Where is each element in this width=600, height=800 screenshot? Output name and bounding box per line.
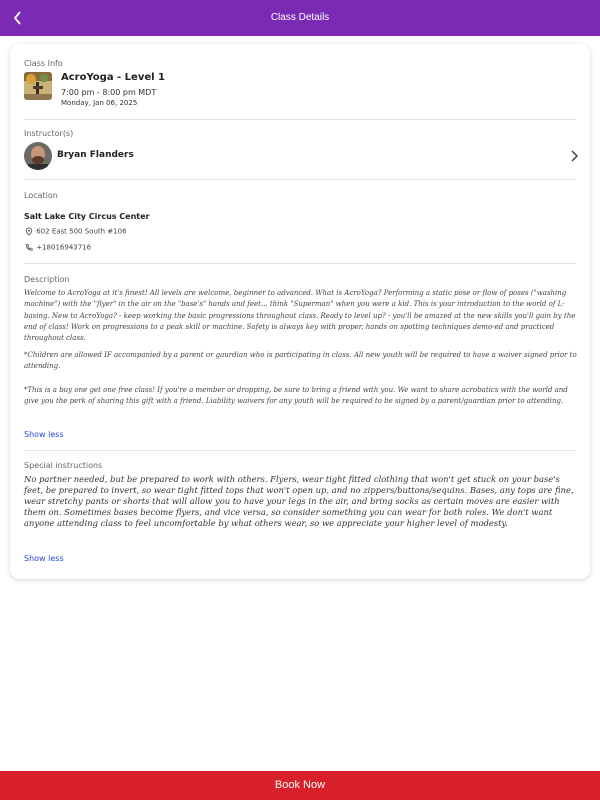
location-name: Salt Lake City Circus Center — [24, 212, 150, 221]
page-title: Class Details — [270, 12, 330, 23]
top-bar — [0, 0, 600, 36]
special-instructions-text: No partner needed, but be prepared to work with others. Flyers, wear tight fitted clothing that won't get stuck on your base's feet, be prepared to invert, so wear tight fitted tops that won't open up, and no zippers/buttons/sequins. Bases, any tops are fine, wear stretchy pants or shorts that will allow you to have your legs in the air, and bring socks as certain moves are easier with them on. Sometimes bases become flyers, and vice versa, so consider something you can wear for both roles. We don't want anyone attending class to feel uncomfortable by what others wear, so we appreciate your higher level of modesty. — [24, 474, 574, 529]
description-paragraph: *This is a buy one get one free class! If you're a member or dropping, be sure to bring a friend with you. We want to share acrobatics with the world and give you the perk of sharing this gift with a friend. Liability waivers for any youth will be required to be signed by a parent/guardian prior to attending. — [24, 386, 568, 406]
class-details-card — [10, 44, 590, 579]
class-date: Monday, Jan 06, 2025 — [61, 99, 138, 107]
divider — [24, 450, 576, 451]
special-show-less-link[interactable]: Show less — [24, 554, 64, 563]
location-address-row[interactable] — [24, 227, 127, 236]
book-now-button[interactable]: Book Now — [0, 771, 600, 800]
class-time: 7:00 pm - 8:00 pm MDT — [61, 88, 157, 97]
description-label: Description — [24, 275, 70, 284]
instructor-name: Bryan Flanders — [57, 150, 134, 160]
class-thumbnail — [24, 72, 52, 100]
class-info-label: Class Info — [24, 59, 63, 68]
phone-icon — [24, 243, 34, 252]
instructor-label: Instructor(s) — [24, 129, 74, 138]
divider — [24, 263, 576, 264]
description-show-less-link[interactable]: Show less — [24, 430, 64, 439]
description-paragraph: Welcome to AcroYoga at it's finest! All levels are welcome, beginner to advanced. What is AcroYoga? Performing a static pose or flow of poses ("washing machine") with the "flyer" in the air on the "base's" hands and feet... think "Superman" when you were a kid. This is your introduction to the world of L-basing. New to AcroYoga? - keep working the basic progressions throughout class. Ready to level up? - you'll be amazed at the new skills you'll gain by the end of class! Work on progressions to a peak skill or machine. Safety is always key with proper, hands on spotting techniques demo-ed and practiced throughout class. — [24, 289, 576, 343]
location-phone: +18016943716 — [36, 243, 92, 252]
map-pin-icon — [24, 227, 34, 236]
instructor-row[interactable] — [24, 141, 580, 171]
divider — [24, 119, 576, 120]
avatar — [24, 142, 52, 170]
divider — [24, 179, 576, 180]
location-phone-row[interactable] — [24, 243, 91, 252]
description-paragraph: *Children are allowed IF accompanied by a parent or gaurdian who is participating in class. All new youth will be required to have a waiver signed prior to attending. — [24, 351, 577, 371]
chevron-right-icon — [568, 149, 580, 163]
class-name: AcroYoga - Level 1 — [61, 72, 166, 83]
special-instructions-label: Special instructions — [24, 461, 103, 470]
location-label: Location — [24, 191, 58, 200]
location-address: 602 East 500 South #106 — [36, 227, 127, 236]
